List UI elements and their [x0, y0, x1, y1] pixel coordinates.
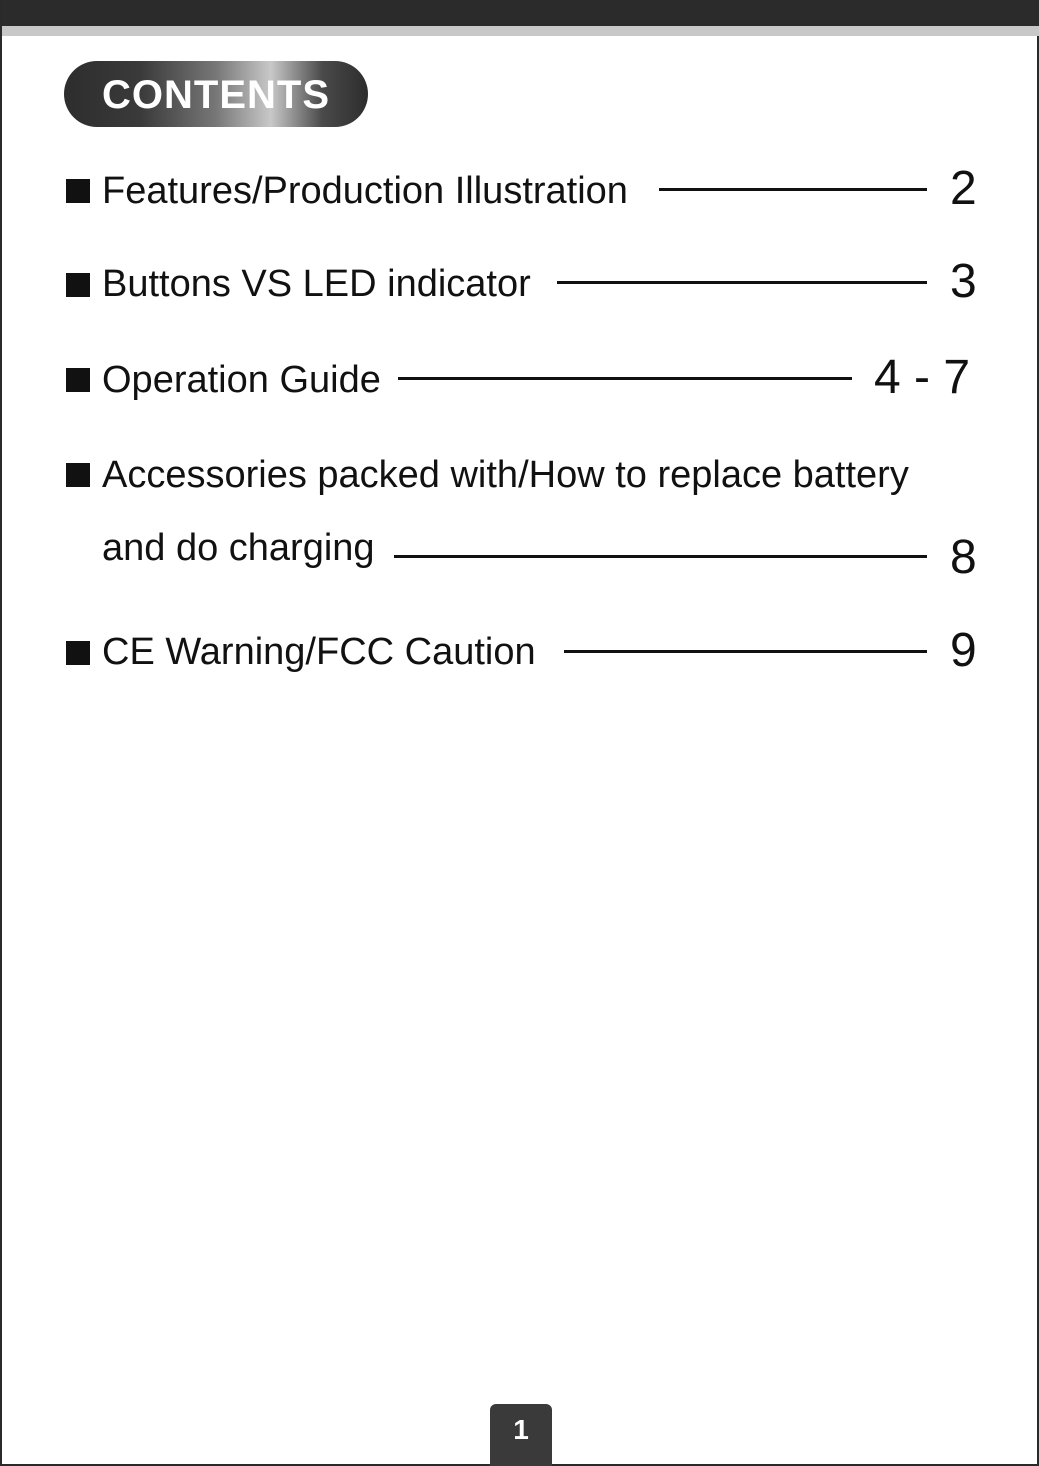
toc-page-number: 4 - 7: [874, 351, 971, 404]
page-number: 1: [513, 1414, 529, 1445]
toc-page-number: 8: [950, 531, 977, 584]
toc-leader-line: [557, 281, 927, 284]
bullet-square-icon: [66, 368, 90, 392]
toc-page-number: 3: [950, 255, 977, 308]
top-bar-shade: [2, 26, 1039, 36]
toc-page-number: 2: [950, 162, 977, 215]
toc-entry-title: Features/Production Illustration: [102, 170, 628, 212]
bullet-square-icon: [66, 179, 90, 203]
toc-entry-title-line2: and do charging: [102, 527, 375, 569]
toc-entry-title: Operation Guide: [102, 359, 381, 401]
toc-entry-title-line1: Accessories packed with/How to replace battery: [102, 454, 909, 496]
bullet-square-icon: [66, 641, 90, 665]
toc-entry-title: CE Warning/FCC Caution: [102, 631, 536, 673]
contents-heading-badge: [64, 61, 368, 127]
bullet-square-icon: [66, 273, 90, 297]
toc-leader-line: [398, 377, 852, 380]
top-bar: [2, 0, 1039, 26]
toc-page-number: 9: [950, 624, 977, 677]
contents-heading: CONTENTS: [102, 73, 330, 117]
bullet-square-icon: [66, 463, 90, 487]
page-number-tab: [490, 1404, 552, 1466]
toc-leader-line: [564, 650, 927, 653]
toc-leader-line: [394, 555, 927, 558]
toc-leader-line: [659, 188, 927, 191]
toc-entry-title: Buttons VS LED indicator: [102, 263, 531, 305]
